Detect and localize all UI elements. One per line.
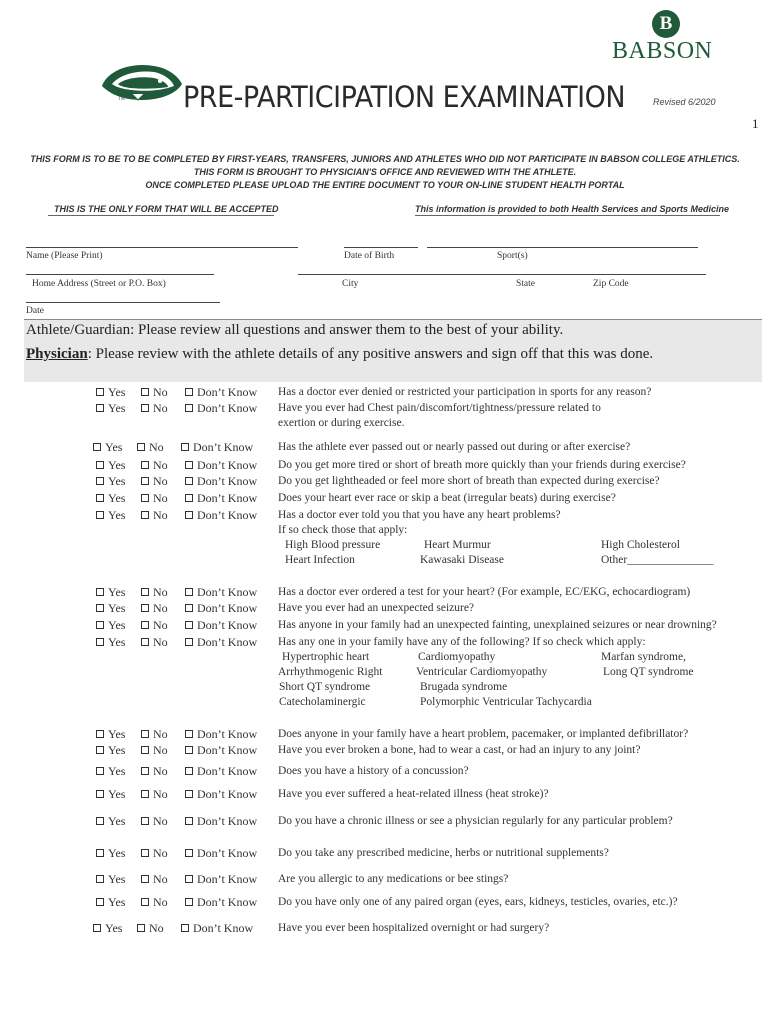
heart-problem-murmur[interactable]: Heart Murmur (424, 539, 491, 551)
q5-yes-option[interactable] (96, 474, 125, 489)
q6-yes-option[interactable] (96, 491, 125, 506)
question-3: Has the athlete ever passed out or nearly passed out during or after exercise? (278, 441, 631, 453)
q2-no-option[interactable] (141, 401, 168, 416)
checkbox-icon[interactable] (185, 461, 193, 469)
q12-dont-know-option[interactable] (185, 727, 257, 742)
checkbox-icon[interactable] (185, 746, 193, 754)
option-label: No (153, 814, 168, 828)
option-label: Don’t Know (197, 401, 258, 415)
question-16: Do you have a chronic illness or see a physician regularly for any particular problem? (278, 815, 673, 827)
checkbox-icon[interactable] (141, 638, 149, 646)
option-label: Yes (108, 846, 126, 860)
question-5: Do you get lightheaded or feel more short of breath than expected during exercise? (278, 475, 660, 487)
q14-dont-know-option[interactable] (185, 764, 257, 779)
q1-no-option[interactable] (141, 385, 168, 400)
notice-line-3: ONCE COMPLETED PLEASE UPLOAD THE ENTIRE DOCUMENT TO YOUR ON-LINE STUDENT HEALTH PORTAL (145, 180, 625, 190)
question-18: Are you allergic to any medications or bee stings? (278, 873, 509, 885)
option-label: Yes (108, 635, 126, 649)
q6-no-option[interactable] (141, 491, 168, 506)
option-label: No (153, 895, 168, 909)
option-label: Yes (105, 440, 123, 454)
checkbox-icon[interactable] (185, 638, 193, 646)
option-label: Don’t Know (197, 743, 258, 757)
physician-label: Physician (26, 346, 88, 362)
option-label: No (153, 458, 168, 472)
q4-dont-know-option[interactable] (185, 458, 257, 473)
checkbox-icon[interactable] (185, 817, 193, 825)
q4-yes-option[interactable] (96, 458, 125, 473)
option-label: Don’t Know (197, 585, 258, 599)
q5-no-option[interactable] (141, 474, 168, 489)
family-cardiomyopathy[interactable]: Cardiomyopathy (418, 651, 496, 663)
q19-no-option[interactable] (141, 895, 168, 910)
question-20: Have you ever been hospitalized overnight or had surgery? (278, 922, 550, 934)
option-label: Don’t Know (197, 764, 258, 778)
checkbox-icon[interactable] (96, 404, 104, 412)
checkbox-icon[interactable] (185, 494, 193, 502)
sport-label: Sport(s) (497, 251, 528, 261)
option-label: Yes (108, 508, 126, 522)
address-field-line[interactable] (26, 274, 214, 275)
checkbox-icon[interactable] (96, 849, 104, 857)
state-label: State (516, 279, 535, 289)
option-label: No (153, 635, 168, 649)
checkbox-icon[interactable] (96, 588, 104, 596)
heart-problem-other[interactable]: Other_______________ (601, 554, 714, 566)
option-label: Don’t Know (197, 601, 258, 615)
checkbox-icon[interactable] (96, 730, 104, 738)
q3-no-option[interactable] (137, 440, 164, 455)
family-catecholaminergic[interactable]: Catecholaminergic (279, 696, 366, 708)
heart-problem-cholesterol[interactable]: High Cholesterol (601, 539, 680, 551)
q7-no-option[interactable] (141, 508, 168, 523)
question-6: Does your heart ever race or skip a beat (irregular beats) during exercise? (278, 492, 616, 504)
option-label: Yes (108, 491, 126, 505)
checkbox-icon[interactable] (185, 790, 193, 798)
city-state-zip-line[interactable] (298, 274, 706, 275)
q13-yes-option[interactable] (96, 743, 125, 758)
checkbox-icon[interactable] (96, 621, 104, 629)
option-label: No (153, 601, 168, 615)
checkbox-icon[interactable] (141, 404, 149, 412)
question-7: Has a doctor ever told you that you have any heart problems? (278, 509, 561, 521)
q10-yes-option[interactable] (96, 618, 125, 633)
q14-no-option[interactable] (141, 764, 168, 779)
option-label: Yes (108, 872, 126, 886)
checkbox-icon[interactable] (96, 494, 104, 502)
checkbox-icon[interactable] (185, 388, 193, 396)
zip-label: Zip Code (593, 279, 629, 289)
heart-problem-infection[interactable]: Heart Infection (285, 554, 355, 566)
option-label: Yes (108, 895, 126, 909)
checkbox-icon[interactable] (185, 621, 193, 629)
q1-yes-option[interactable] (96, 385, 125, 400)
athlete-instructions: Athlete/Guardian: Please review all questions and answer them to the best of your ability. (26, 322, 564, 338)
checkbox-icon[interactable] (185, 404, 193, 412)
option-label: Yes (108, 401, 126, 415)
option-label: Yes (108, 458, 126, 472)
checkbox-icon[interactable] (141, 817, 149, 825)
address-label: Home Address (Street or P.O. Box) (32, 279, 166, 289)
checkbox-icon[interactable] (96, 875, 104, 883)
checkbox-icon[interactable] (141, 511, 149, 519)
page-number: 1 (752, 116, 759, 131)
q20-yes-option[interactable] (93, 921, 122, 936)
option-label: Don’t Know (193, 440, 254, 454)
only-form-notice: THIS IS THE ONLY FORM THAT WILL BE ACCEPTED (54, 204, 279, 214)
checkbox-icon[interactable] (141, 730, 149, 738)
q6-dont-know-option[interactable] (185, 491, 257, 506)
checkbox-icon[interactable] (141, 849, 149, 857)
option-label: Yes (108, 814, 126, 828)
dob-label: Date of Birth (344, 251, 395, 261)
option-label: No (153, 385, 168, 399)
checkbox-icon[interactable] (141, 790, 149, 798)
option-label: Don’t Know (197, 872, 258, 886)
checkbox-icon[interactable] (185, 875, 193, 883)
checkbox-icon[interactable] (141, 461, 149, 469)
q10-dont-know-option[interactable] (185, 618, 257, 633)
checkbox-icon[interactable] (185, 767, 193, 775)
physician-instructions (26, 346, 653, 363)
option-label: Yes (108, 385, 126, 399)
checkbox-icon[interactable] (185, 511, 193, 519)
q17-dont-know-option[interactable] (185, 846, 257, 861)
option-label: No (153, 787, 168, 801)
babson-logo-emblem: B (652, 10, 680, 38)
q7-yes-option[interactable] (96, 508, 125, 523)
name-field-line[interactable] (26, 247, 298, 248)
checkbox-icon[interactable] (96, 817, 104, 825)
checkbox-icon[interactable] (141, 604, 149, 612)
checkbox-icon[interactable] (93, 924, 101, 932)
q14-yes-option[interactable] (96, 764, 125, 779)
option-label: Yes (108, 618, 126, 632)
checkbox-icon[interactable] (96, 477, 104, 485)
q15-yes-option[interactable] (96, 787, 125, 802)
option-label: Don’t Know (197, 508, 258, 522)
option-label: Don’t Know (193, 921, 254, 935)
q17-yes-option[interactable] (96, 846, 125, 861)
q15-no-option[interactable] (141, 787, 168, 802)
option-label: No (149, 440, 164, 454)
checkbox-icon[interactable] (141, 767, 149, 775)
option-label: Yes (108, 585, 126, 599)
q11-dont-know-option[interactable] (185, 635, 257, 650)
question-15: Have you ever suffered a heat-related illness (heat stroke)? (278, 788, 549, 800)
heart-problem-high-bp[interactable]: High Blood pressure (285, 539, 381, 551)
option-label: No (149, 921, 164, 935)
option-label: Yes (108, 727, 126, 741)
option-label: Don’t Know (197, 474, 258, 488)
heart-problem-kawasaki[interactable]: Kawasaki Disease (420, 554, 504, 566)
option-label: Yes (108, 743, 126, 757)
q9-dont-know-option[interactable] (185, 601, 257, 616)
q2-dont-know-option[interactable] (185, 401, 257, 416)
option-label: No (153, 508, 168, 522)
option-label: Don’t Know (197, 787, 258, 801)
option-label: Don’t Know (197, 618, 258, 632)
checkbox-icon[interactable] (137, 924, 145, 932)
q2-yes-option[interactable] (96, 401, 125, 416)
option-label: Don’t Know (197, 635, 258, 649)
q16-dont-know-option[interactable] (185, 814, 257, 829)
babson-logo-text: BABSON (612, 38, 713, 64)
question-13: Have you ever broken a bone, had to wear a cast, or had an injury to any joint? (278, 744, 641, 756)
checkbox-icon[interactable] (96, 461, 104, 469)
option-label: No (153, 618, 168, 632)
name-label: Name (Please Print) (26, 251, 103, 261)
q5-dont-know-option[interactable] (185, 474, 257, 489)
page-title: PRE-PARTICIPATION EXAMINATION (183, 80, 626, 114)
option-label: Yes (108, 474, 126, 488)
family-long-qt[interactable]: Long QT syndrome (603, 666, 694, 678)
question-10: Has anyone in your family had an unexpected fainting, unexplained seizures or near drowning? (278, 619, 717, 631)
notice-underline (48, 215, 274, 216)
q13-dont-know-option[interactable] (185, 743, 257, 758)
option-label: Don’t Know (197, 846, 258, 860)
physician-text: : Please review with the athlete details of any positive answers and sign off that this was done. (87, 346, 654, 362)
question-11: Has any one in your family have any of the following? If so check which apply: (278, 636, 646, 648)
checkbox-icon[interactable] (185, 477, 193, 485)
checkbox-icon[interactable] (96, 604, 104, 612)
question-2-continued: exertion or during exercise. (278, 417, 405, 429)
option-label: No (153, 846, 168, 860)
question-17: Do you take any prescribed medicine, herbs or nutritional supplements? (278, 847, 609, 859)
family-polymorphic[interactable]: Polymorphic Ventricular Tachycardia (420, 696, 592, 708)
checkbox-icon[interactable] (96, 388, 104, 396)
checkbox-icon[interactable] (185, 898, 193, 906)
q9-yes-option[interactable] (96, 601, 125, 616)
question-14: Does you have a history of a concussion? (278, 765, 469, 777)
option-label: Don’t Know (197, 895, 258, 909)
option-label: No (153, 764, 168, 778)
option-label: Don’t Know (197, 385, 258, 399)
option-label: Don’t Know (197, 491, 258, 505)
checkbox-icon[interactable] (181, 924, 189, 932)
checkbox-icon[interactable] (141, 621, 149, 629)
question-7-continued: If so check those that apply: (278, 524, 408, 536)
q18-dont-know-option[interactable] (185, 872, 257, 887)
question-2: Have you ever had Chest pain/discomfort/tightness/pressure related to (278, 402, 601, 414)
checkbox-icon[interactable] (96, 638, 104, 646)
checkbox-icon[interactable] (141, 477, 149, 485)
q8-yes-option[interactable] (96, 585, 125, 600)
q20-dont-know-option[interactable] (181, 921, 253, 936)
option-label: Yes (108, 787, 126, 801)
date-field-line[interactable] (26, 302, 220, 303)
q7-dont-know-option[interactable] (185, 508, 257, 523)
checkbox-icon[interactable] (141, 875, 149, 883)
q18-yes-option[interactable] (96, 872, 125, 887)
q11-no-option[interactable] (141, 635, 168, 650)
notice-line-1: THIS FORM IS TO BE TO BE COMPLETED BY FIRST-YEARS, TRANSFERS, JUNIORS AND ATHLETES WHO DID NOT PARTICIPATE IN BABSON COLLEGE ATHLETICS. (30, 154, 740, 164)
checkbox-icon[interactable] (96, 746, 104, 754)
beaver-mascot-logo (98, 60, 184, 104)
q10-no-option[interactable] (141, 618, 168, 633)
option-label: No (153, 401, 168, 415)
notice-line-2: THIS FORM IS BROUGHT TO PHYSICIAN'S OFFICE AND REVIEWED WITH THE ATHLETE. (193, 167, 577, 177)
option-label: No (153, 474, 168, 488)
checkbox-icon[interactable] (141, 746, 149, 754)
checkbox-icon[interactable] (96, 790, 104, 798)
q13-no-option[interactable] (141, 743, 168, 758)
family-short-qt[interactable]: Short QT syndrome (279, 681, 371, 693)
sport-field-line[interactable] (427, 247, 698, 248)
q8-dont-know-option[interactable] (185, 585, 257, 600)
question-1: Has a doctor ever denied or restricted your participation in sports for any reason? (278, 386, 652, 398)
q4-no-option[interactable] (141, 458, 168, 473)
q19-dont-know-option[interactable] (185, 895, 257, 910)
q11-yes-option[interactable] (96, 635, 125, 650)
family-ventricular[interactable]: Ventricular Cardiomyopathy (416, 666, 548, 678)
q9-no-option[interactable] (141, 601, 168, 616)
info-underline (415, 215, 720, 216)
q12-no-option[interactable] (141, 727, 168, 742)
option-label: No (153, 743, 168, 757)
q16-yes-option[interactable] (96, 814, 125, 829)
q18-no-option[interactable] (141, 872, 168, 887)
option-label: No (153, 491, 168, 505)
q16-no-option[interactable] (141, 814, 168, 829)
checkbox-icon[interactable] (185, 604, 193, 612)
checkbox-icon[interactable] (141, 494, 149, 502)
option-label: Don’t Know (197, 458, 258, 472)
family-hypertrophic[interactable]: Hypertrophic heart (282, 651, 370, 663)
option-label: Yes (105, 921, 123, 935)
checkbox-icon[interactable] (137, 443, 145, 451)
q12-yes-option[interactable] (96, 727, 125, 742)
dob-field-line[interactable] (344, 247, 418, 248)
q20-no-option[interactable] (137, 921, 164, 936)
question-9: Have you ever had an unexpected seizure? (278, 602, 475, 614)
question-12: Does anyone in your family have a heart problem, pacemaker, or implanted defibrillator? (278, 728, 689, 740)
family-arrhythmogenic[interactable]: Arrhythmogenic Right (278, 666, 383, 678)
question-4: Do you get more tired or short of breath more quickly than your friends during exercise? (278, 459, 686, 471)
checkbox-icon[interactable] (96, 767, 104, 775)
trademark-mark: TM (118, 96, 126, 102)
q15-dont-know-option[interactable] (185, 787, 257, 802)
checkbox-icon[interactable] (185, 588, 193, 596)
option-label: Yes (108, 601, 126, 615)
info-notice: This information is provided to both Health Services and Sports Medicine (415, 204, 730, 214)
option-label: Don’t Know (197, 814, 258, 828)
q17-no-option[interactable] (141, 846, 168, 861)
revised-date: Revised 6/2020 (653, 97, 716, 107)
q8-no-option[interactable] (141, 585, 168, 600)
q3-yes-option[interactable] (93, 440, 122, 455)
option-label: Don’t Know (197, 727, 258, 741)
checkbox-icon[interactable] (141, 588, 149, 596)
checkbox-icon[interactable] (141, 898, 149, 906)
option-label: No (153, 585, 168, 599)
checkbox-icon[interactable] (96, 898, 104, 906)
q19-yes-option[interactable] (96, 895, 125, 910)
city-label: City (342, 279, 359, 289)
checkbox-icon[interactable] (181, 443, 189, 451)
question-8: Has a doctor ever ordered a test for your heart? (For example, EC/EKG, echocardiogram) (278, 586, 691, 598)
option-label: No (153, 727, 168, 741)
checkbox-icon[interactable] (141, 388, 149, 396)
q3-dont-know-option[interactable] (181, 440, 253, 455)
checkbox-icon[interactable] (185, 730, 193, 738)
question-19: Do you have only one of any paired organ (eyes, ears, kidneys, testicles, ovaries, etc.)? (278, 896, 678, 908)
option-label: Yes (108, 764, 126, 778)
family-brugada[interactable]: Brugada syndrome (420, 681, 508, 693)
option-label: No (153, 872, 168, 886)
q1-dont-know-option[interactable] (185, 385, 257, 400)
date-label: Date (26, 306, 44, 316)
checkbox-icon[interactable] (185, 849, 193, 857)
family-marfan[interactable]: Marfan syndrome, (601, 651, 686, 663)
checkbox-icon[interactable] (93, 443, 101, 451)
checkbox-icon[interactable] (96, 511, 104, 519)
